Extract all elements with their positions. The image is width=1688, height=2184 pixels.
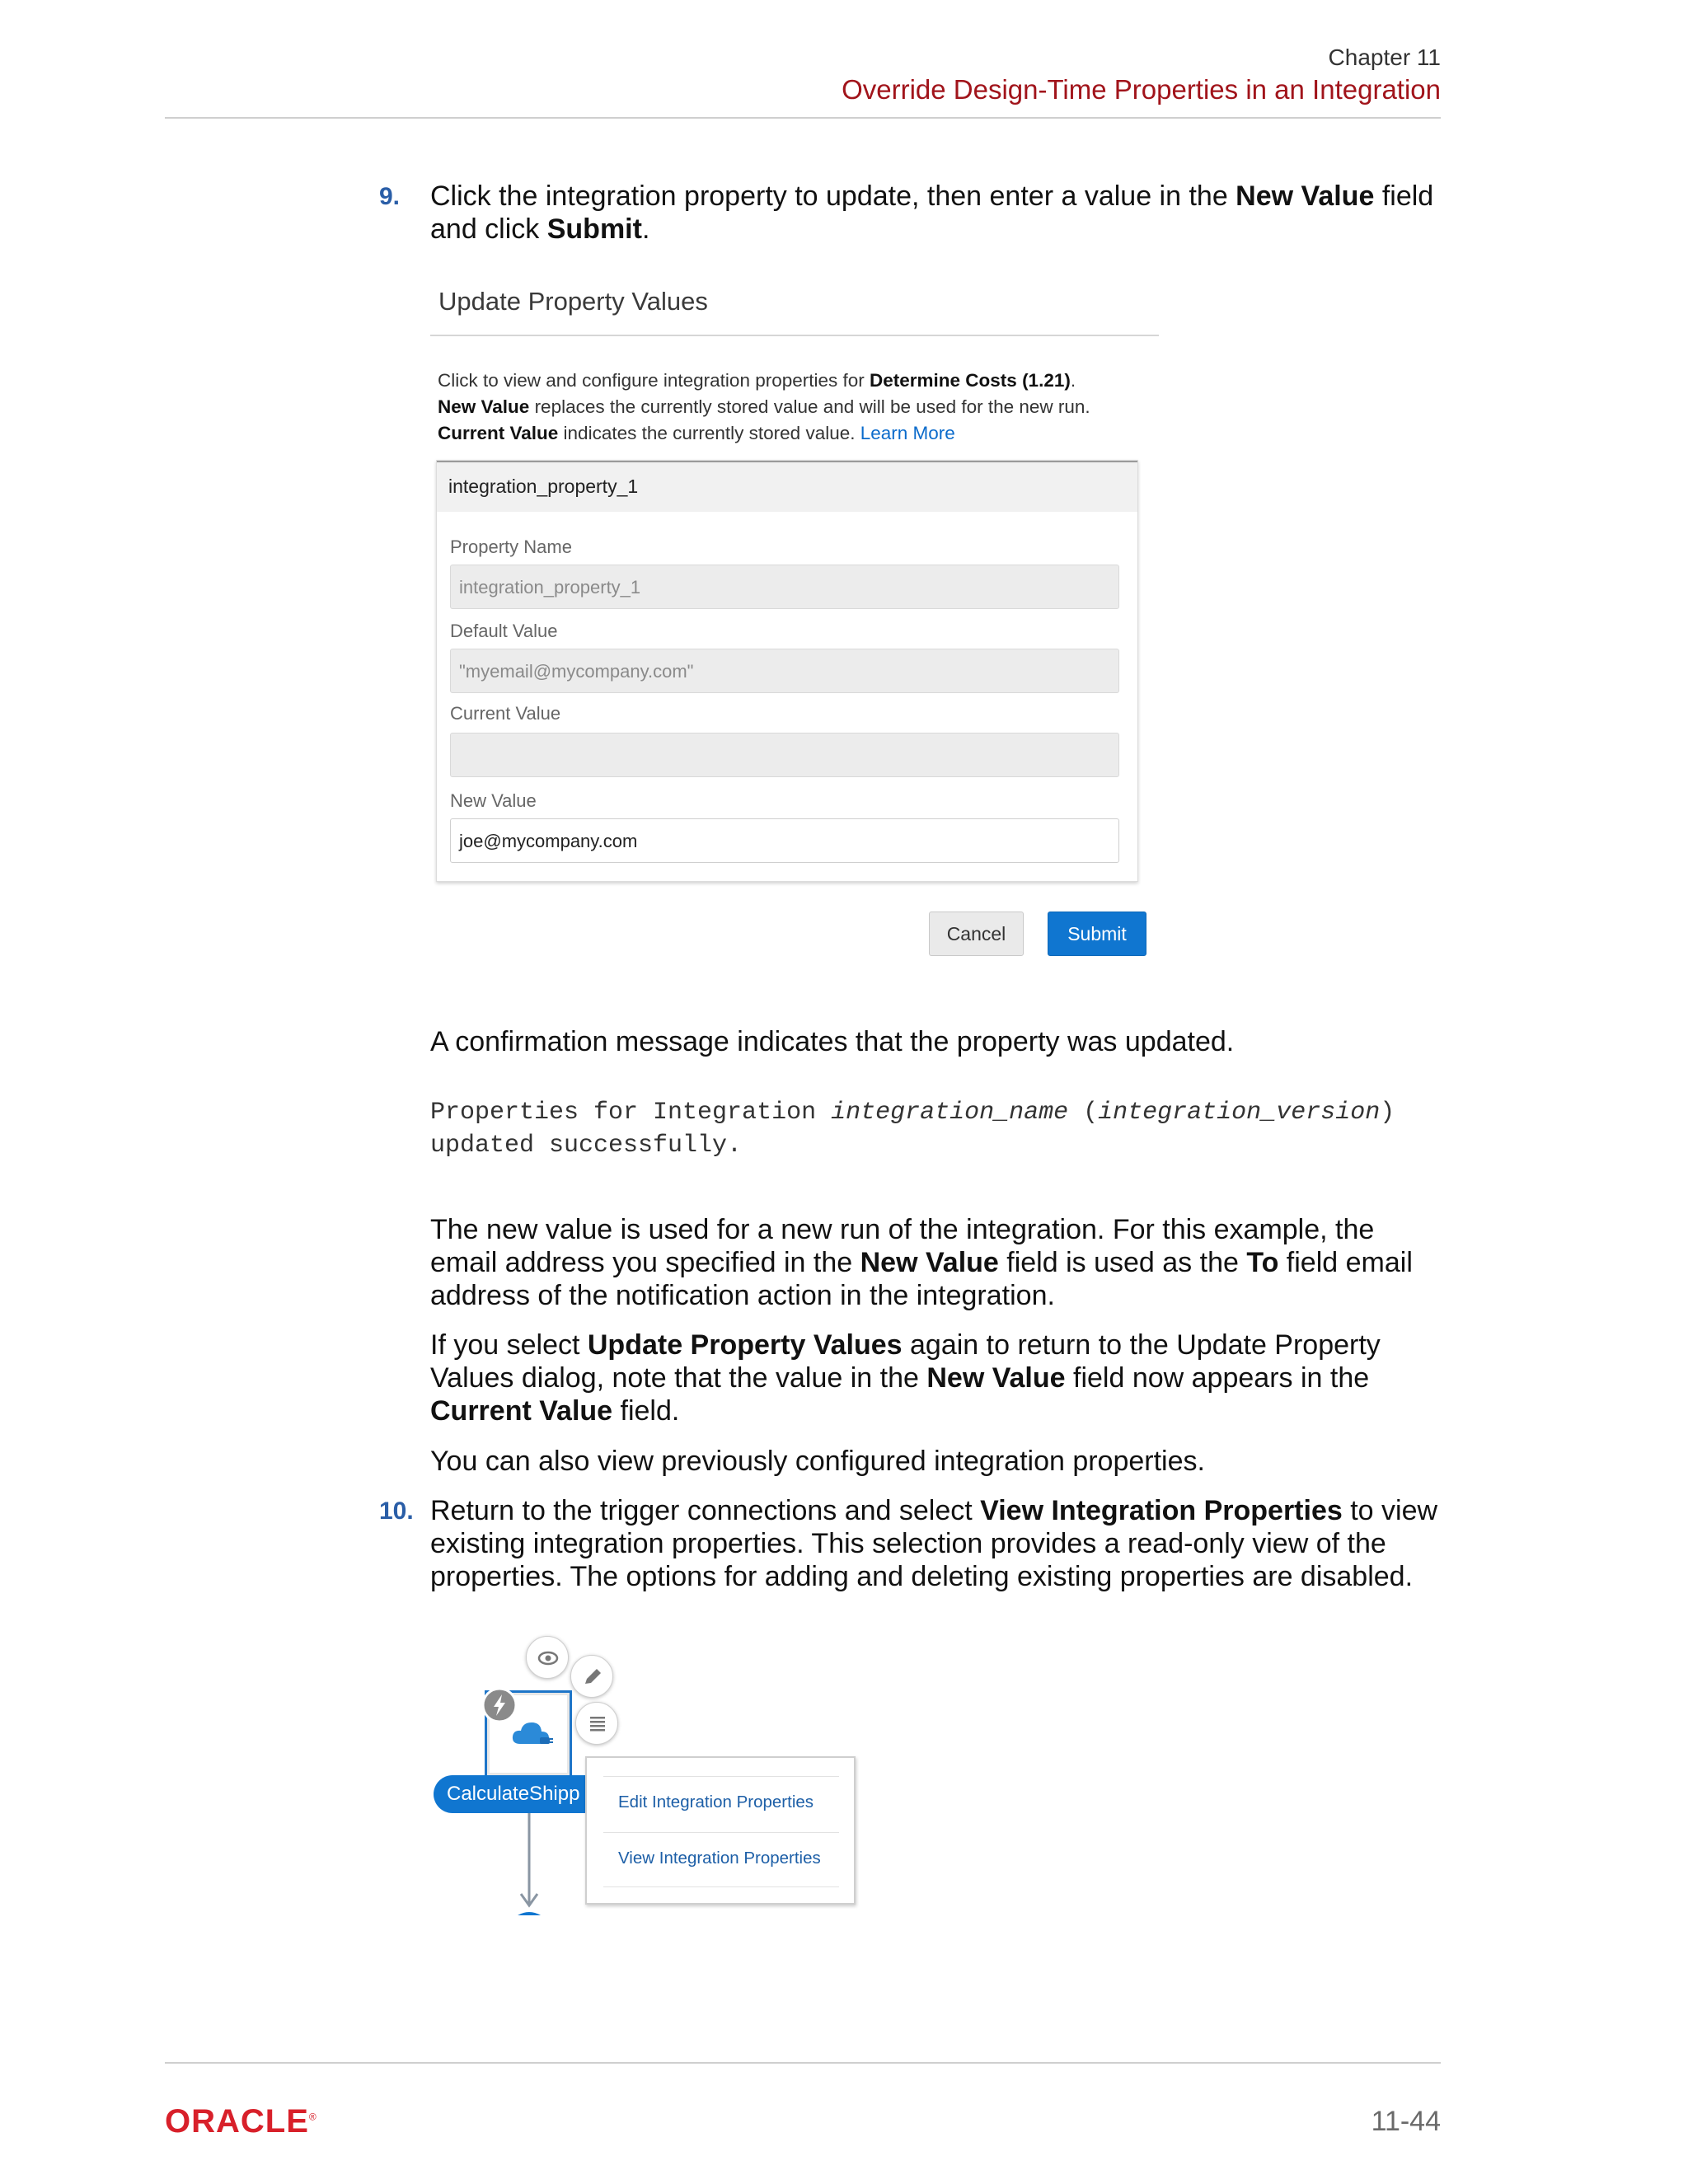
trigger-node-label[interactable]: CalculateShipp xyxy=(434,1775,640,1813)
step-9-text: Click the integration property to update, then enter a value in the New Value field and click Submit. xyxy=(430,180,1434,245)
update-property-values-screenshot xyxy=(430,272,1164,964)
property-card-header[interactable] xyxy=(437,461,1137,512)
menu-item-view-properties[interactable]: View Integration Properties xyxy=(618,1849,821,1868)
paragraph-new-value: The new value is used for a new run of the integration. For this example, the email address you specified in the New Value field is used as the To field email address of the notification action in the integration. xyxy=(430,1214,1413,1311)
chapter-label: Chapter 11 xyxy=(1328,45,1441,70)
property-card xyxy=(436,460,1138,882)
eye-icon xyxy=(527,1637,570,1680)
new-value-label: New Value xyxy=(450,790,537,811)
confirmation-text: A confirmation message indicates that the property was updated. xyxy=(430,1026,1235,1057)
paragraph-current-value: If you select Update Property Values again to return to the Update Property Values dialog, note that the value in the New Value field now appears in the Current Value field. xyxy=(430,1329,1381,1427)
more-circle-button[interactable] xyxy=(575,1702,618,1745)
view-circle-button[interactable] xyxy=(526,1636,569,1679)
pencil-icon xyxy=(571,1656,614,1699)
edit-circle-button[interactable] xyxy=(570,1655,613,1698)
dialog-description: Click to view and configure integration properties for Determine Costs (1.21). New Value replaces the currently stored value and will be used for the new run. Current Value indicates the currently stored value. Learn More xyxy=(438,370,1090,443)
paragraph-view-previous: You can also view previously configured integration properties. xyxy=(430,1446,1205,1477)
oracle-logo: ORACLE® xyxy=(165,2103,317,2139)
step-number-9: 9. xyxy=(379,183,401,210)
new-value-input[interactable]: joe@mycompany.com xyxy=(450,818,1119,863)
list-icon xyxy=(576,1703,619,1746)
step-10-text: Return to the trigger connections and select View Integration Properties to view existing integration properties. This selection provides a read-only view of the properties. The options for adding and deleting existing properties are disabled. xyxy=(430,1495,1438,1592)
trigger-bolt-icon xyxy=(481,1687,518,1723)
current-value-field xyxy=(450,733,1119,777)
cancel-button[interactable]: Cancel xyxy=(929,912,1024,956)
default-value-label: Default Value xyxy=(450,621,558,641)
property-name-label: Property Name xyxy=(450,537,572,557)
properties-menu xyxy=(585,1756,856,1905)
confirmation-code: Properties for Integration integration_name (integration_version) updated successfully. xyxy=(430,1099,1395,1160)
menu-divider xyxy=(603,1886,839,1887)
submit-button[interactable]: Submit xyxy=(1048,912,1146,956)
menu-divider xyxy=(603,1832,839,1833)
dialog-title: Update Property Values xyxy=(438,287,708,316)
dialog-divider xyxy=(430,335,1159,336)
current-value-label: Current Value xyxy=(450,703,561,724)
default-value-field: "myemail@mycompany.com" xyxy=(450,649,1119,693)
header-divider xyxy=(165,117,1441,119)
property-name-field: integration_property_1 xyxy=(450,565,1119,609)
flow-arrow-icon xyxy=(511,1813,547,1916)
learn-more-link[interactable]: Learn More xyxy=(860,423,955,443)
footer-divider xyxy=(165,2062,1441,2064)
menu-divider xyxy=(603,1776,839,1777)
menu-item-edit-properties[interactable]: Edit Integration Properties xyxy=(618,1793,814,1811)
section-title: Override Design-Time Properties in an Integration xyxy=(842,74,1441,105)
trigger-menu-screenshot xyxy=(430,1636,859,1916)
property-card-title: integration_property_1 xyxy=(448,476,639,497)
step-number-10: 10. xyxy=(379,1497,414,1525)
page-number: 11-44 xyxy=(1371,2106,1441,2137)
